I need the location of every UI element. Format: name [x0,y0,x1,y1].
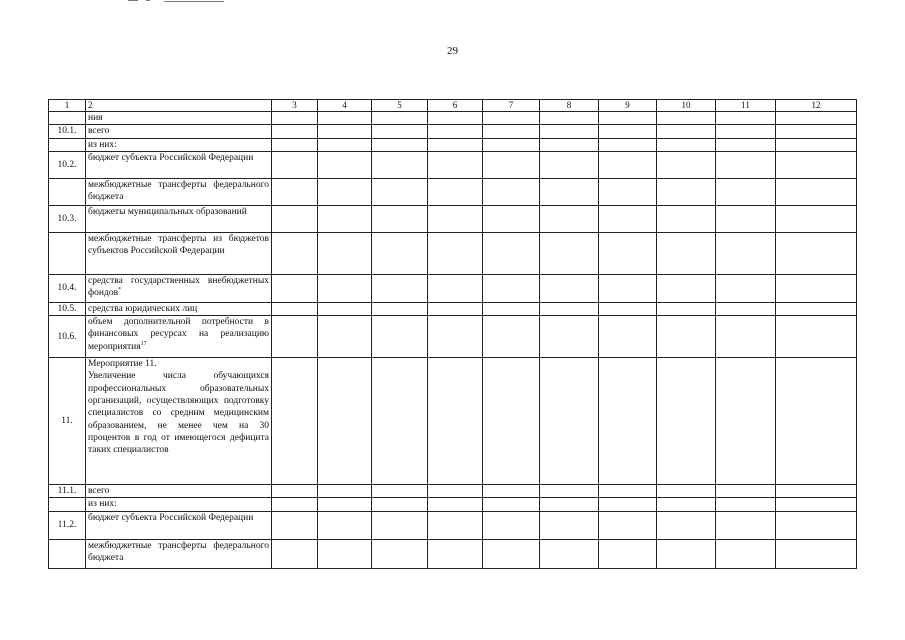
table-row [49,125,857,138]
row-label [86,205,272,232]
empty-cell [657,511,716,539]
empty-cell [483,498,540,511]
empty-cell [318,232,372,274]
row-label-text: межбюджетные трансферты федерального бюджета [88,179,269,203]
empty-cell [372,511,428,539]
empty-cell [372,498,428,511]
footnote-mark: 17 [140,340,147,347]
empty-cell [540,178,599,205]
empty-cell [776,138,857,151]
empty-cell [776,485,857,498]
row-label [86,485,272,498]
row-number: 10.4. [49,274,86,302]
empty-cell [483,358,540,485]
empty-cell [272,539,318,568]
table-row [49,205,857,232]
row-label-text: всего [88,486,110,497]
empty-cell [318,274,372,302]
table-row [49,138,857,151]
empty-cell [599,539,657,568]
header-cell: 8 [540,100,599,112]
empty-cell [272,302,318,315]
row-label [86,138,272,151]
empty-cell [318,539,372,568]
empty-cell [483,232,540,274]
row-number: 11.2. [49,511,86,539]
row-label [86,498,272,511]
empty-cell [372,302,428,315]
header-cell: 9 [599,100,657,112]
empty-cell [272,498,318,511]
row-label-text: межбюджетные трансферты из бюджетов субъектов Российской Федерации [88,233,269,257]
empty-cell [428,125,483,138]
empty-cell [657,125,716,138]
empty-cell [372,151,428,178]
empty-cell [776,358,857,485]
row-label-text: межбюджетные трансферты федерального бюджета [88,540,269,564]
empty-cell [272,125,318,138]
empty-cell [428,138,483,151]
empty-cell [483,151,540,178]
row-number: 11.1. [49,485,86,498]
empty-cell [657,316,716,358]
empty-cell [483,485,540,498]
empty-cell [776,539,857,568]
empty-cell [657,302,716,315]
empty-cell [540,125,599,138]
empty-cell [540,498,599,511]
empty-cell [540,274,599,302]
empty-cell [716,274,776,302]
empty-cell [599,138,657,151]
empty-cell [318,138,372,151]
table-row [49,539,857,568]
row-number: 10.3. [49,205,86,232]
row-number [49,178,86,205]
empty-cell [318,125,372,138]
table-row [49,302,857,315]
header-row [49,100,857,112]
empty-cell [272,178,318,205]
empty-cell [272,316,318,358]
empty-cell [540,485,599,498]
empty-cell [599,316,657,358]
empty-cell [540,205,599,232]
empty-cell [483,511,540,539]
header-cell: 5 [372,100,428,112]
empty-cell [428,274,483,302]
row-number [49,232,86,274]
row-label [86,178,272,205]
row-number: 10.2. [49,151,86,178]
empty-cell [599,232,657,274]
empty-cell [716,125,776,138]
empty-cell [599,485,657,498]
empty-cell [540,112,599,125]
empty-cell [428,232,483,274]
row-label [86,358,272,485]
empty-cell [372,232,428,274]
empty-cell [483,138,540,151]
header-cell: 7 [483,100,540,112]
empty-cell [540,539,599,568]
row-label-text: Мероприятие 11. Увеличение числа обучающихся профессиональных образовательных организаций, осуществляющих подготовку специалистов со средним медицинским образованием, не менее чем на 30 процентов в год от имеющегося дефицита таких специалистов [88,359,269,456]
empty-cell [483,112,540,125]
empty-cell [483,316,540,358]
empty-cell [318,205,372,232]
empty-cell [428,539,483,568]
empty-cell [657,539,716,568]
empty-cell [599,125,657,138]
empty-cell [776,302,857,315]
header-cell: 10 [657,100,716,112]
table-row [49,112,857,125]
empty-cell [540,511,599,539]
empty-cell [540,232,599,274]
empty-cell [318,178,372,205]
table-row [49,316,857,358]
empty-cell [272,151,318,178]
empty-cell [657,498,716,511]
header-cell: 11 [716,100,776,112]
empty-cell [318,358,372,485]
row-label-text: средства государственных внебюджетных фондов [88,275,269,299]
page-number: 29 [447,45,458,57]
empty-cell [716,498,776,511]
empty-cell [272,358,318,485]
empty-cell [318,151,372,178]
header-cell: 1 [49,100,86,112]
empty-cell [776,274,857,302]
row-label [86,511,272,539]
empty-cell [776,178,857,205]
empty-cell [599,511,657,539]
empty-cell [428,112,483,125]
empty-cell [372,138,428,151]
row-label [86,274,272,302]
table-row [49,511,857,539]
table-row [49,178,857,205]
empty-cell [716,178,776,205]
empty-cell [716,539,776,568]
row-label-text: объем дополнительной потребности в финансовых ресурсах на реализацию мероприятия [88,317,269,352]
empty-cell [428,302,483,315]
row-label-text: ния [88,113,103,123]
row-number: 10.6. [49,316,86,358]
empty-cell [318,498,372,511]
empty-cell [318,316,372,358]
header-cell: 4 [318,100,372,112]
empty-cell [716,302,776,315]
header-cell: 3 [272,100,318,112]
empty-cell [599,178,657,205]
header-cell: 12 [776,100,857,112]
table-row [49,232,857,274]
empty-cell [599,205,657,232]
empty-cell [776,232,857,274]
empty-cell [657,274,716,302]
empty-cell [776,498,857,511]
empty-cell [657,151,716,178]
empty-cell [428,358,483,485]
empty-cell [483,539,540,568]
empty-cell [657,358,716,485]
empty-cell [483,302,540,315]
empty-cell [657,178,716,205]
empty-cell [483,274,540,302]
empty-cell [372,274,428,302]
empty-cell [540,302,599,315]
empty-cell [716,511,776,539]
empty-cell [599,112,657,125]
row-number [49,539,86,568]
empty-cell [272,274,318,302]
table-row [49,358,857,485]
scan-artifact [128,0,224,3]
row-number: 11. [49,358,86,485]
header-cell: 2 [86,100,272,112]
empty-cell [272,112,318,125]
row-number: 10.5. [49,302,86,315]
empty-cell [428,178,483,205]
row-label [86,151,272,178]
empty-cell [428,205,483,232]
row-label [86,232,272,274]
empty-cell [272,205,318,232]
empty-cell [318,302,372,315]
empty-cell [599,302,657,315]
empty-cell [540,151,599,178]
row-label-text: бюджет субъекта Российской Федерации [88,512,254,523]
empty-cell [599,151,657,178]
row-number [49,112,86,125]
empty-cell [272,485,318,498]
empty-cell [372,178,428,205]
empty-cell [716,358,776,485]
row-label-text: из них: [88,499,117,510]
empty-cell [716,151,776,178]
empty-cell [657,138,716,151]
empty-cell [428,485,483,498]
empty-cell [776,316,857,358]
budget-table [48,99,857,569]
empty-cell [716,112,776,125]
empty-cell [599,274,657,302]
empty-cell [318,511,372,539]
empty-cell [540,316,599,358]
row-label-text: бюджет субъекта Российской Федерации [88,152,254,163]
row-label [86,112,272,125]
empty-cell [716,485,776,498]
empty-cell [776,205,857,232]
empty-cell [657,232,716,274]
table-row [49,274,857,302]
empty-cell [372,539,428,568]
empty-cell [428,316,483,358]
header-cell: 6 [428,100,483,112]
empty-cell [483,178,540,205]
row-label-text: всего [88,126,110,137]
table-row [49,151,857,178]
empty-cell [776,151,857,178]
empty-cell [372,205,428,232]
empty-cell [483,205,540,232]
empty-cell [776,125,857,138]
empty-cell [272,138,318,151]
empty-cell [428,498,483,511]
empty-cell [372,316,428,358]
empty-cell [657,112,716,125]
empty-cell [428,151,483,178]
row-label [86,125,272,138]
empty-cell [372,358,428,485]
row-number [49,498,86,511]
row-label [86,316,272,358]
empty-cell [372,485,428,498]
empty-cell [599,498,657,511]
table-row [49,485,857,498]
empty-cell [716,316,776,358]
empty-cell [372,125,428,138]
empty-cell [776,112,857,125]
row-label [86,302,272,315]
row-number [49,138,86,151]
empty-cell [428,511,483,539]
row-label-text: средства юридических лиц [88,303,198,314]
empty-cell [657,485,716,498]
row-label-text: из них: [88,139,117,150]
row-label-text: бюджеты муниципальных образований [88,206,247,217]
empty-cell [540,138,599,151]
empty-cell [372,112,428,125]
empty-cell [272,511,318,539]
empty-cell [318,112,372,125]
row-number: 10.1. [49,125,86,138]
empty-cell [716,138,776,151]
empty-cell [716,205,776,232]
table-row [49,498,857,511]
empty-cell [657,205,716,232]
footnote-mark: * [118,287,122,294]
empty-cell [540,358,599,485]
empty-cell [716,232,776,274]
row-label [86,539,272,568]
empty-cell [272,232,318,274]
empty-cell [483,125,540,138]
empty-cell [776,511,857,539]
empty-cell [318,485,372,498]
empty-cell [599,358,657,485]
